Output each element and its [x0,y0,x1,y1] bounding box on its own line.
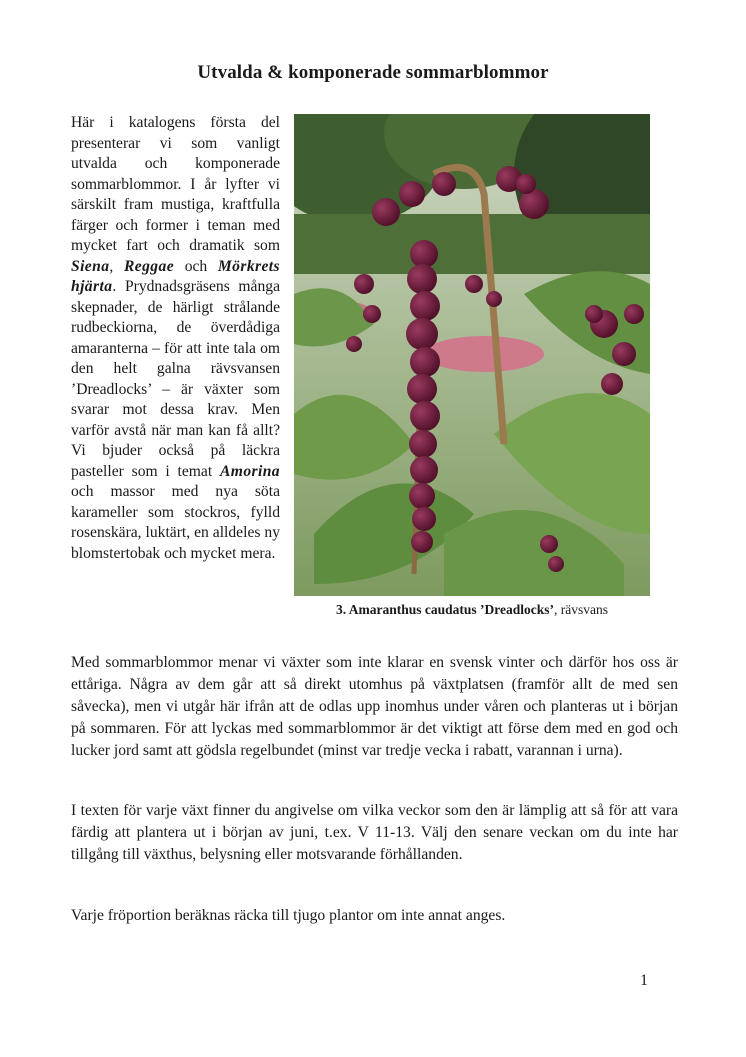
theme-amorina: Amorina [220,462,280,480]
plant-illustration [294,114,650,596]
intro-sep-2: och [174,257,218,275]
theme-reggae: Reggae [123,257,175,275]
intro-text-1: Här i katalogens första del presenterar vi som vanligt utvalda och komponerade sommarblommor. I år lyfter vi särskilt fram mustiga, kraftfulla färger och former i teman med mycket fart och dramatik som [71,114,280,254]
intro-text-3: och massor med nya söta karameller som stockros, fylld rosenskära, luktärt, en alldeles ny blomstertobak och mycket mera. [71,483,280,562]
paragraph-sommarblommor: Med sommarblommor menar vi växter som inte klarar en svensk vinter och därför hos oss är ettåriga. Några av dem går att så direkt utomhus på växtplatsen (framför allt de med sen såvecka), men vi utgår här ifrån att de odlas upp inomhus under våren och planteras ut i början på sommaren. För att lyckas med sommarblommor är det viktigt att förse dem med en god och lucker jord samt att gödsla regelbundet (minst var tredje vecka i rabatt, varannan i urna). [71,654,678,759]
theme-siena: Siena [71,257,110,275]
caption-plant-name: 3. Amaranthus caudatus ’Dreadlocks’ [335,602,555,617]
theme-morkrets-hjarta: Mörkrets hjärta [71,257,281,295]
paragraph-savecka: I texten för varje växt finner du angivelse om vilka veckor som den är lämplig att så för att vara färdig att plantera ut i början av juni, t.ex. V 11-13. Välj den senare veckan om du inte har tillgång till växthus, belysning eller motsvarande förhållanden. [71,802,678,863]
intro-sep-1: , [109,257,124,275]
caption-common-name: , rävsvans [554,602,609,617]
photo-caption [294,602,650,618]
intro-text-2: . Prydnadsgräsens många skepnader, de härligt strålande rudbeckiorna, de överdådiga amaranterna – för att inte tala om den helt galna rävsvansen ’Dreadlocks’ – är växter som svarar mot dessa krav. Men varför avstå när man kan få allt? Vi bjuder också på läckra pasteller som i temat [71,278,280,480]
amaranthus-photo [294,114,650,596]
page-title: Utvalda & komponerade sommarblommor [197,62,549,83]
paragraph-froportion: Varje fröportion beräknas räcka till tjugo plantor om inte annat anges. [71,907,506,924]
intro-paragraph [71,113,280,564]
page-number: 1 [640,972,648,989]
